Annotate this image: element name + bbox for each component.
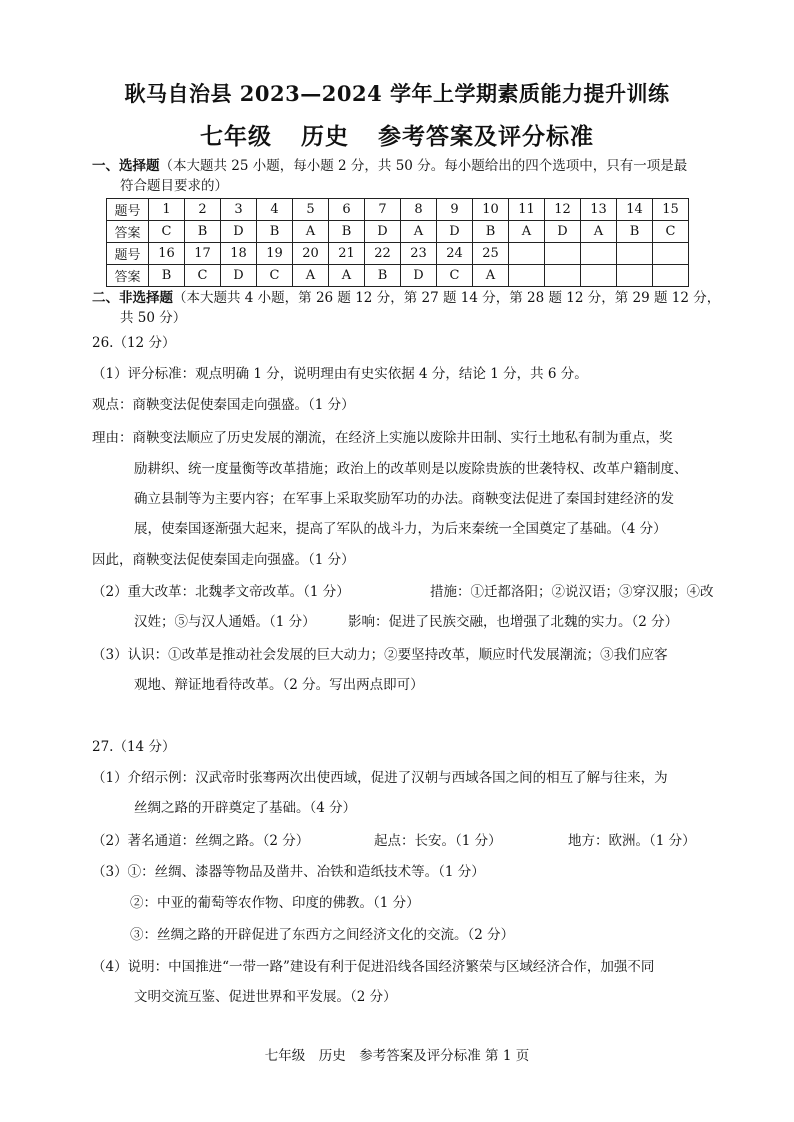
q26-label: 26.（12 分） — [92, 335, 176, 351]
answer-cell: A — [473, 265, 509, 287]
section2-desc-line1: （本大题共 4 小题，第 26 题 12 分，第 27 题 14 分，第 28 题 12 分，第 29 题 12 分， — [173, 290, 721, 306]
question-number-cell: 7 — [365, 199, 401, 221]
answer-cell: A — [581, 221, 617, 243]
row-header-cell: 题号 — [107, 243, 149, 265]
question-number-cell: 25 — [473, 243, 509, 265]
q26-reason-line3: 确立县制等为主要内容；在军事上采取奖励军功的办法。商鞅变法促进了秦国封建经济的发 — [134, 491, 674, 507]
question-number-cell: 21 — [329, 243, 365, 265]
answer-cell: C — [257, 265, 293, 287]
answer-cell: B — [185, 221, 221, 243]
row-header-cell: 题号 — [107, 199, 149, 221]
question-number-cell: 22 — [365, 243, 401, 265]
answer-cell: A — [509, 221, 545, 243]
question-number-cell: 23 — [401, 243, 437, 265]
answer-cell: D — [545, 221, 581, 243]
answer-cell — [617, 265, 653, 287]
question-number-cell: 20 — [293, 243, 329, 265]
q27-part3-item3: ③：丝绸之路的开辟促进了东西方之间经济文化的交流。（2 分） — [130, 927, 515, 943]
q27-part2-route: （2）著名通道：丝绸之路。（2 分） — [92, 833, 310, 849]
q26-part1-standard: （1）评分标准：观点明确 1 分，说明理由有史实依据 4 分，结论 1 分，共 6 分。 — [92, 366, 588, 382]
question-number-cell: 2 — [185, 199, 221, 221]
table-row-answers-1 — [107, 221, 689, 243]
question-number-cell: 11 — [509, 199, 545, 221]
question-number-cell: 1 — [149, 199, 185, 221]
q27-label: 27.（14 分） — [92, 739, 176, 755]
q26-part3-line1: （3）认识：①改革是推动社会发展的巨大动力；②要坚持改革，顺应时代发展潮流；③我们应客 — [92, 647, 668, 663]
question-number-cell: 13 — [581, 199, 617, 221]
question-number-cell — [617, 243, 653, 265]
q26-reason-line4: 展，使秦国逐渐强大起来，提高了军队的战斗力，为后来秦统一全国奠定了基础。（4 分） — [134, 521, 667, 537]
table-row-questions-2 — [107, 243, 689, 265]
question-number-cell: 18 — [221, 243, 257, 265]
answer-cell: C — [437, 265, 473, 287]
grade-label: 七年级 — [199, 123, 272, 150]
question-number-cell: 14 — [617, 199, 653, 221]
answer-cell: D — [365, 221, 401, 243]
row-header-cell: 答案 — [107, 265, 149, 287]
q26-part2-reform: （2）重大改革：北魏孝文帝改革。（1 分） — [92, 584, 350, 600]
answer-cell: C — [653, 221, 689, 243]
exam-subtitle — [0, 118, 794, 151]
q27-part1-line1: （1）介绍示例：汉武帝时张骞两次出使西域，促进了汉朝与西域各国之间的相互了解与往来，为 — [92, 770, 668, 786]
question-number-cell: 8 — [401, 199, 437, 221]
question-number-cell: 3 — [221, 199, 257, 221]
answer-cell: B — [617, 221, 653, 243]
q26-reason-line2: 励耕织、统一度量衡等改革措施；政治上的改革则是以废除贵族的世袭特权、改革户籍制度、 — [134, 461, 688, 477]
q26-conclusion: 因此，商鞅变法促使秦国走向强盛。（1 分） — [92, 552, 355, 568]
answer-cell — [581, 265, 617, 287]
section2-intro — [92, 288, 720, 308]
answer-cell: A — [401, 221, 437, 243]
question-number-cell: 12 — [545, 199, 581, 221]
subject-label: 历史 — [301, 123, 349, 150]
answer-cell: D — [221, 265, 257, 287]
answer-cell: B — [149, 265, 185, 287]
answer-cell: D — [401, 265, 437, 287]
answer-cell: C — [149, 221, 185, 243]
answer-cell: A — [329, 265, 365, 287]
q26-part2-measures-cont: 汉姓；⑤与汉人通婚。（1 分） — [134, 614, 316, 630]
question-number-cell — [653, 243, 689, 265]
answer-cell — [545, 265, 581, 287]
answer-cell: B — [473, 221, 509, 243]
section1-desc-line2: 符合题目要求的） — [120, 178, 228, 194]
q27-part3-item1: （3）①：丝绸、漆器等物品及凿井、冶铁和造纸技术等。（1 分） — [92, 864, 485, 880]
answer-cell — [653, 265, 689, 287]
exam-title: 耿马自治县 2023—2024 学年上学期素质能力提升训练 — [124, 81, 670, 106]
answer-cell: B — [329, 221, 365, 243]
question-number-cell: 4 — [257, 199, 293, 221]
answer-cell: A — [293, 221, 329, 243]
q26-part2-impact: 影响：促进了民族交融，也增强了北魏的实力。（2 分） — [348, 614, 679, 630]
answer-cell: D — [437, 221, 473, 243]
question-number-cell: 9 — [437, 199, 473, 221]
question-number-cell: 19 — [257, 243, 293, 265]
table-row-questions-1 — [107, 199, 689, 221]
answer-cell: D — [221, 221, 257, 243]
multiple-choice-answer-table — [106, 198, 689, 287]
q27-part4-line2: 文明交流互鉴、促进世界和平发展。（2 分） — [134, 989, 397, 1005]
q26-part3-line2: 观地、辩证地看待改革。（2 分。写出两点即可） — [134, 677, 424, 693]
question-number-cell: 6 — [329, 199, 365, 221]
q27-part3-item2: ②：中亚的葡萄等农作物、印度的佛教。（1 分） — [130, 895, 420, 911]
answer-cell — [509, 265, 545, 287]
row-header-cell: 答案 — [107, 221, 149, 243]
section1-heading: 一、选择题 — [92, 158, 160, 174]
q26-part2-measures: 措施：①迁都洛阳；②说汉语；③穿汉服；④改 — [430, 584, 714, 600]
question-number-cell — [545, 243, 581, 265]
question-number-cell: 16 — [149, 243, 185, 265]
q26-reason-line1: 理由：商鞅变法顺应了历史发展的潮流，在经济上实施以废除井田制、实行土地私有制为重点，奖 — [92, 430, 673, 446]
question-number-cell: 5 — [293, 199, 329, 221]
section2-desc-line2: 共 50 分） — [120, 310, 187, 326]
q27-part2-start: 起点：长安。（1 分） — [374, 833, 502, 849]
section2-heading: 二、非选择题 — [92, 290, 173, 306]
section1-intro — [92, 156, 687, 176]
table-row-answers-2 — [107, 265, 689, 287]
section1-desc-line1: （本大题共 25 小题，每小题 2 分，共 50 分。每小题给出的四个选项中，只有一项是最 — [159, 158, 688, 174]
question-number-cell: 17 — [185, 243, 221, 265]
answer-cell: B — [257, 221, 293, 243]
q27-part1-line2: 丝绸之路的开辟奠定了基础。（4 分） — [134, 800, 357, 816]
question-number-cell — [581, 243, 617, 265]
answer-cell: B — [365, 265, 401, 287]
q26-viewpoint: 观点：商鞅变法促使秦国走向强盛。（1 分） — [92, 397, 355, 413]
question-number-cell — [509, 243, 545, 265]
q27-part4-line1: （4）说明：中国推进“一带一路”建设有利于促进沿线各国经济繁荣与区域经济合作，加强不同 — [92, 959, 655, 975]
question-number-cell: 10 — [473, 199, 509, 221]
question-number-cell: 24 — [437, 243, 473, 265]
question-number-cell: 15 — [653, 199, 689, 221]
q27-part2-place: 地方：欧洲。（1 分） — [568, 833, 696, 849]
answer-cell: A — [293, 265, 329, 287]
page-footer: 七年级 历史 参考答案及评分标准 第 1 页 — [264, 1048, 530, 1064]
doc-type-label: 参考答案及评分标准 — [378, 123, 595, 150]
answer-cell: C — [185, 265, 221, 287]
